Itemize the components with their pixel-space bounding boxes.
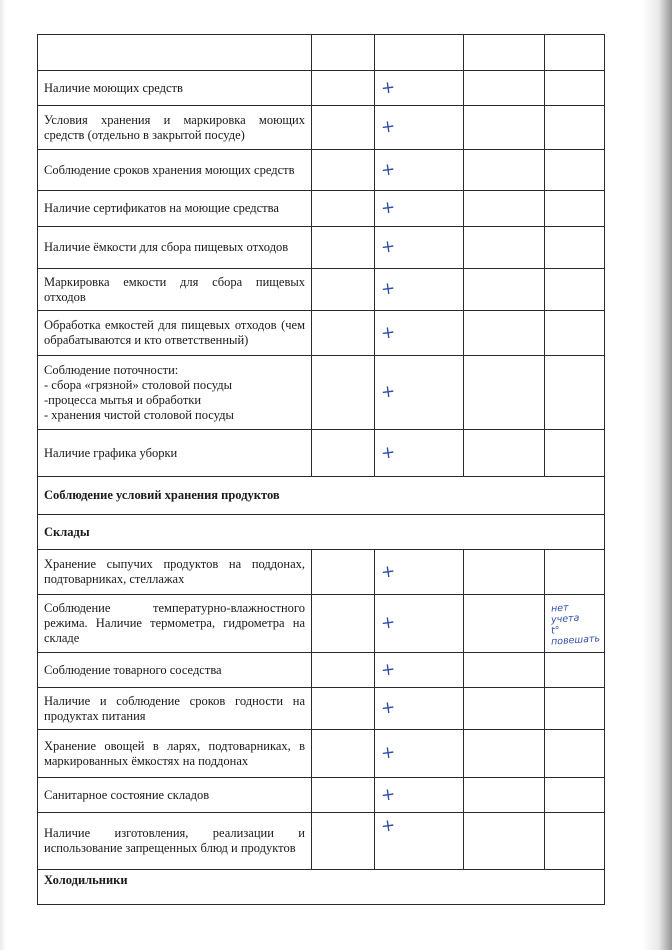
blank-cell	[312, 813, 375, 870]
criterion-cell: Соблюдение товарного соседства	[38, 653, 312, 688]
note-cell	[545, 227, 605, 269]
table-row	[38, 730, 605, 778]
plus-mark: +	[375, 813, 464, 870]
criterion-line: - сбора «грязной» столовой посуды	[44, 377, 232, 392]
plus-mark: +	[375, 71, 464, 106]
table-row	[38, 35, 605, 71]
blank-cell	[464, 150, 545, 191]
plus-mark: +	[375, 191, 464, 227]
criterion-cell: Хранение сыпучих продуктов на поддонах, подтоварниках, стеллажах	[38, 550, 312, 595]
note-cell	[545, 106, 605, 150]
blank-cell	[464, 227, 545, 269]
blank-cell	[464, 71, 545, 106]
criterion-line: -процесса мытья и обработки	[44, 392, 202, 407]
scan-shadow-left	[0, 0, 6, 950]
plus-mark: +	[375, 688, 464, 730]
subsection-row	[38, 515, 605, 550]
note-line: нет	[550, 601, 569, 615]
note-cell	[545, 311, 605, 356]
blank-cell	[312, 653, 375, 688]
plus-mark: +	[375, 730, 464, 778]
criterion-cell: Наличие сертификатов на моющие средства	[38, 191, 312, 227]
blank-cell	[312, 191, 375, 227]
blank-cell	[312, 430, 375, 477]
table-row	[38, 430, 605, 477]
criterion-cell: Наличие и соблюдение сроков годности на продуктах питания	[38, 688, 312, 730]
blank-cell	[312, 150, 375, 191]
table-row	[38, 106, 605, 150]
blank-cell	[312, 688, 375, 730]
table-row	[38, 356, 605, 430]
blank-cell	[464, 653, 545, 688]
blank-cell	[312, 106, 375, 150]
section-title: Соблюдение условий хранения продуктов	[38, 477, 605, 515]
criterion-cell: Наличие моющих средств	[38, 71, 312, 106]
note-cell	[545, 778, 605, 813]
subsection-title-holodilniki: Холодильники	[38, 870, 605, 905]
table-row	[38, 311, 605, 356]
scan-shadow-right	[642, 0, 672, 950]
table-row	[38, 150, 605, 191]
note-cell	[545, 688, 605, 730]
table-row	[38, 688, 605, 730]
blank-cell	[464, 688, 545, 730]
table-row	[38, 778, 605, 813]
criterion-cell: Хранение овощей в ларях, подтоварниках, в маркированных ёмкостях на поддонах	[38, 730, 312, 778]
blank-cell	[312, 550, 375, 595]
table-row	[38, 227, 605, 269]
blank-cell	[312, 778, 375, 813]
blank-cell	[312, 311, 375, 356]
criterion-cell: Санитарное состояние складов	[38, 778, 312, 813]
plus-mark: +	[375, 311, 464, 356]
note-cell	[545, 269, 605, 311]
note-cell	[545, 191, 605, 227]
table-row	[38, 813, 605, 870]
blank-cell	[464, 269, 545, 311]
handwritten-note	[545, 595, 605, 653]
note-cell	[545, 813, 605, 870]
criterion-cell: Соблюдение сроков хранения моющих средств	[38, 150, 312, 191]
blank-cell	[312, 356, 375, 430]
table-row	[38, 191, 605, 227]
blank-cell	[464, 813, 545, 870]
note-cell	[545, 356, 605, 430]
blank-cell	[464, 356, 545, 430]
note-cell	[545, 730, 605, 778]
plus-mark: +	[375, 653, 464, 688]
note-line: повешать	[550, 632, 601, 648]
blank-cell	[312, 730, 375, 778]
plus-mark: +	[375, 106, 464, 150]
blank-cell	[312, 595, 375, 653]
plus-mark: +	[375, 595, 464, 653]
plus-mark: +	[375, 150, 464, 191]
table-row	[38, 595, 605, 653]
note-line: учета	[550, 612, 580, 626]
note-cell	[545, 550, 605, 595]
criterion-cell	[38, 356, 312, 430]
table-row	[38, 550, 605, 595]
plus-mark: +	[375, 778, 464, 813]
blank-cell	[464, 730, 545, 778]
blank-cell	[312, 269, 375, 311]
criterion-cell: Соблюдение температурно-влажностного режима. Наличие термометра, гидрометра на складе	[38, 595, 312, 653]
criterion-line: - хранения чистой столовой посуды	[44, 407, 234, 422]
subsection-row	[38, 870, 605, 905]
criterion-cell: Обработка емкостей для пищевых отходов (чем обрабатываются и кто ответственный)	[38, 311, 312, 356]
plus-mark: +	[375, 269, 464, 311]
plus-mark: +	[375, 227, 464, 269]
inspection-checklist-table	[37, 34, 605, 905]
blank-cell	[464, 106, 545, 150]
note-cell	[545, 150, 605, 191]
plus-mark: +	[375, 430, 464, 477]
blank-cell	[464, 430, 545, 477]
blank-cell	[464, 595, 545, 653]
table-row	[38, 653, 605, 688]
table-row	[38, 71, 605, 106]
note-cell	[545, 35, 605, 71]
note-cell	[545, 653, 605, 688]
blank-cell	[312, 227, 375, 269]
criterion-cell: Наличие графика уборки	[38, 430, 312, 477]
criterion-cell: Маркировка емкости для сбора пищевых отходов	[38, 269, 312, 311]
blank-cell	[464, 550, 545, 595]
blank-cell	[464, 311, 545, 356]
criterion-line: Соблюдение поточности:	[44, 362, 179, 377]
criterion-cell: Наличие изготовления, реализации и использование запрещенных блюд и продуктов	[38, 813, 312, 870]
blank-cell	[464, 778, 545, 813]
note-cell	[545, 71, 605, 106]
criterion-cell: Условия хранения и маркировка моющих средств (отдельно в закрытой посуде)	[38, 106, 312, 150]
blank-cell	[312, 35, 375, 71]
mark-cell	[375, 35, 464, 71]
blank-cell	[464, 191, 545, 227]
plus-mark: +	[375, 356, 464, 430]
blank-cell	[312, 71, 375, 106]
table-row	[38, 269, 605, 311]
criterion-cell	[38, 35, 312, 71]
note-cell	[545, 430, 605, 477]
criterion-cell: Наличие ёмкости для сбора пищевых отходов	[38, 227, 312, 269]
plus-mark: +	[375, 550, 464, 595]
blank-cell	[464, 35, 545, 71]
subsection-title-sklady: Склады	[38, 515, 605, 550]
note-line: t°	[550, 624, 560, 637]
section-header-row	[38, 477, 605, 515]
